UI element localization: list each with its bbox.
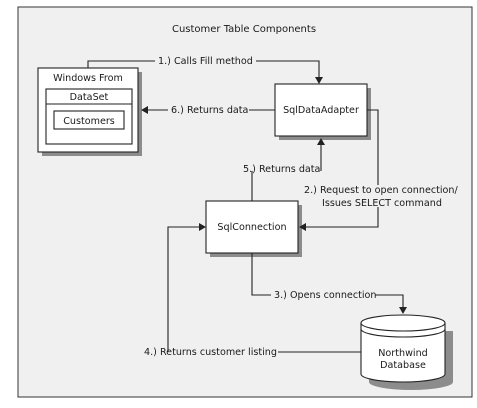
windows-form-label: Windows From: [53, 73, 123, 84]
step-2-label-line2: Issues SELECT command: [322, 198, 442, 209]
sql-data-adapter-label: SqlDataAdapter: [283, 105, 359, 116]
step-2-label-line1: 2.) Request to open connection/: [304, 185, 458, 196]
diagram-title: Customer Table Components: [171, 24, 317, 35]
step-3-label: 3.) Opens connection: [274, 290, 377, 301]
sql-data-adapter-node: [275, 84, 371, 140]
database-label-line2: Database: [380, 360, 426, 371]
sql-connection-node: [206, 201, 302, 257]
northwind-database-node: [361, 315, 453, 390]
step-1-label: 1.) Calls Fill method: [158, 56, 253, 67]
step-4-label: 4.) Returns customer listing: [144, 347, 277, 358]
sql-connection-label: SqlConnection: [217, 222, 287, 233]
customers-label: Customers: [63, 116, 115, 127]
windows-form-node: [38, 68, 142, 156]
step-6-label: 6.) Returns data: [171, 105, 249, 116]
dataset-label: DataSet: [69, 92, 109, 103]
step-5-label: 5.) Returns data: [243, 164, 321, 175]
database-label-line1: Northwind: [378, 348, 428, 359]
